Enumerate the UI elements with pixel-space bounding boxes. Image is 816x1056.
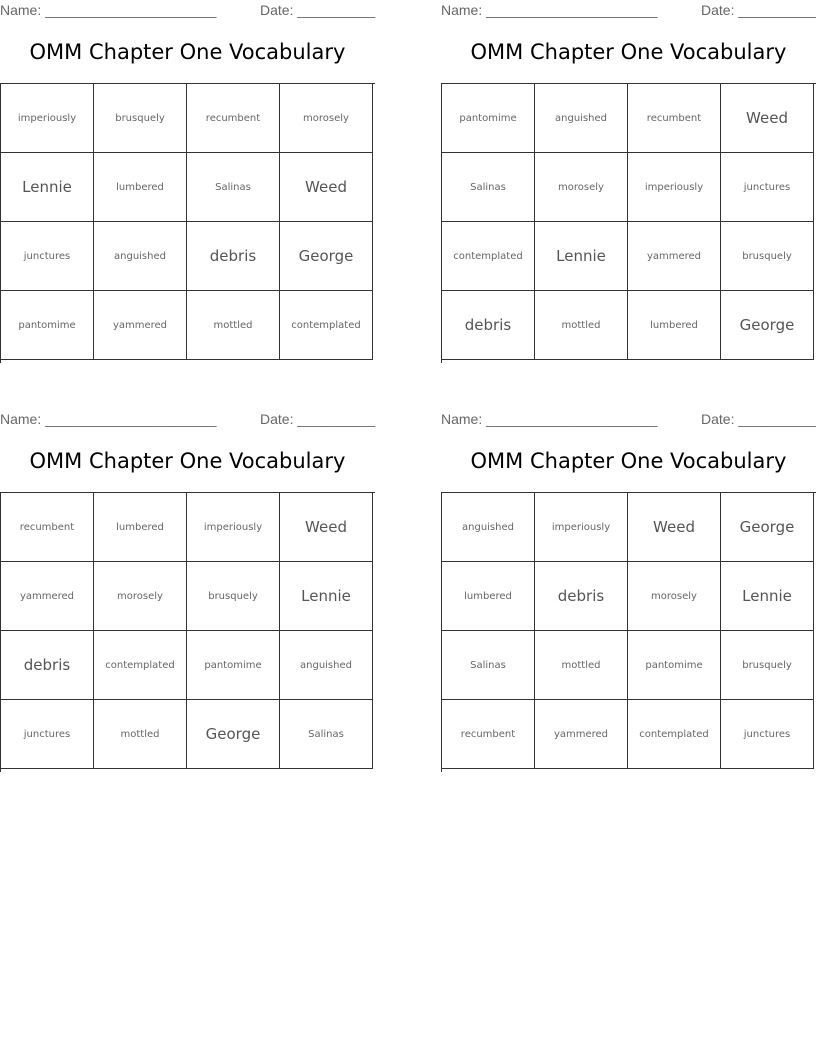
grid-cell: imperiously xyxy=(628,153,721,222)
bingo-grid xyxy=(441,492,816,772)
grid-cell: debris xyxy=(442,291,535,360)
grid-cell: junctures xyxy=(1,222,94,291)
grid-cell: Lennie xyxy=(1,153,94,222)
grid-cell: brusquely xyxy=(721,222,814,291)
grid-cell: contemplated xyxy=(628,700,721,769)
grid-cell: yammered xyxy=(628,222,721,291)
grid-cell: George xyxy=(721,291,814,360)
grid-cell: recumbent xyxy=(628,84,721,153)
card-title: OMM Chapter One Vocabulary xyxy=(470,449,787,473)
name-field-label: Name: ______________________ xyxy=(0,2,217,18)
grid-cell: pantomime xyxy=(628,631,721,700)
grid-cell: lumbered xyxy=(442,562,535,631)
card-header xyxy=(0,411,375,427)
bingo-card-4 xyxy=(441,409,816,774)
grid-cell: debris xyxy=(187,222,280,291)
grid-cell: pantomime xyxy=(1,291,94,360)
bingo-card-3 xyxy=(0,409,375,774)
grid-cell: imperiously xyxy=(535,493,628,562)
grid-cell: debris xyxy=(535,562,628,631)
name-field-label: Name: ______________________ xyxy=(0,411,217,427)
grid-cell: morosely xyxy=(280,84,373,153)
grid-cell: imperiously xyxy=(187,493,280,562)
grid-cell: contemplated xyxy=(94,631,187,700)
grid-cell: mottled xyxy=(535,631,628,700)
grid-cell: Weed xyxy=(280,493,373,562)
grid-cell: Lennie xyxy=(280,562,373,631)
grid-cell: pantomime xyxy=(442,84,535,153)
grid-cell: George xyxy=(187,700,280,769)
grid-cell: imperiously xyxy=(1,84,94,153)
card-header xyxy=(441,2,816,18)
grid-cell: anguished xyxy=(442,493,535,562)
grid-cell: contemplated xyxy=(280,291,373,360)
grid-cell: junctures xyxy=(721,153,814,222)
name-field-label: Name: ______________________ xyxy=(441,411,658,427)
grid-cell: mottled xyxy=(535,291,628,360)
grid-cell: yammered xyxy=(535,700,628,769)
grid-cell: anguished xyxy=(535,84,628,153)
date-field-label: Date: __________ xyxy=(701,2,816,18)
card-title: OMM Chapter One Vocabulary xyxy=(470,40,787,64)
grid-cell: lumbered xyxy=(94,153,187,222)
grid-cell: Salinas xyxy=(280,700,373,769)
grid-cell: pantomime xyxy=(187,631,280,700)
bingo-card-1 xyxy=(0,0,375,365)
bingo-grid xyxy=(441,83,816,363)
card-title: OMM Chapter One Vocabulary xyxy=(29,40,346,64)
grid-cell: recumbent xyxy=(187,84,280,153)
grid-cell: Weed xyxy=(628,493,721,562)
grid-cell: contemplated xyxy=(442,222,535,291)
grid-cell: anguished xyxy=(280,631,373,700)
card-header xyxy=(441,411,816,427)
grid-cell: Salinas xyxy=(442,153,535,222)
bingo-grid xyxy=(0,492,375,772)
bingo-card-2 xyxy=(441,0,816,365)
grid-cell: anguished xyxy=(94,222,187,291)
grid-cell: recumbent xyxy=(1,493,94,562)
grid-cell: lumbered xyxy=(628,291,721,360)
date-field-label: Date: __________ xyxy=(260,2,376,18)
grid-cell: morosely xyxy=(94,562,187,631)
date-field-label: Date: __________ xyxy=(260,411,376,427)
grid-cell: morosely xyxy=(628,562,721,631)
grid-cell: Salinas xyxy=(187,153,280,222)
grid-cell: George xyxy=(280,222,373,291)
bingo-grid xyxy=(0,83,375,363)
name-field-label: Name: ______________________ xyxy=(441,2,658,18)
grid-cell: lumbered xyxy=(94,493,187,562)
grid-cell: junctures xyxy=(1,700,94,769)
grid-cell: yammered xyxy=(1,562,94,631)
grid-cell: brusquely xyxy=(187,562,280,631)
grid-cell: mottled xyxy=(94,700,187,769)
date-field-label: Date: __________ xyxy=(701,411,816,427)
grid-cell: Weed xyxy=(721,84,814,153)
grid-cell: mottled xyxy=(187,291,280,360)
grid-cell: Weed xyxy=(280,153,373,222)
grid-cell: Lennie xyxy=(721,562,814,631)
grid-cell: morosely xyxy=(535,153,628,222)
grid-cell: Lennie xyxy=(535,222,628,291)
grid-cell: Salinas xyxy=(442,631,535,700)
grid-cell: yammered xyxy=(94,291,187,360)
grid-cell: brusquely xyxy=(94,84,187,153)
card-header xyxy=(0,2,375,18)
grid-cell: debris xyxy=(1,631,94,700)
grid-cell: recumbent xyxy=(442,700,535,769)
grid-cell: George xyxy=(721,493,814,562)
grid-cell: brusquely xyxy=(721,631,814,700)
grid-cell: junctures xyxy=(721,700,814,769)
card-title: OMM Chapter One Vocabulary xyxy=(29,449,346,473)
